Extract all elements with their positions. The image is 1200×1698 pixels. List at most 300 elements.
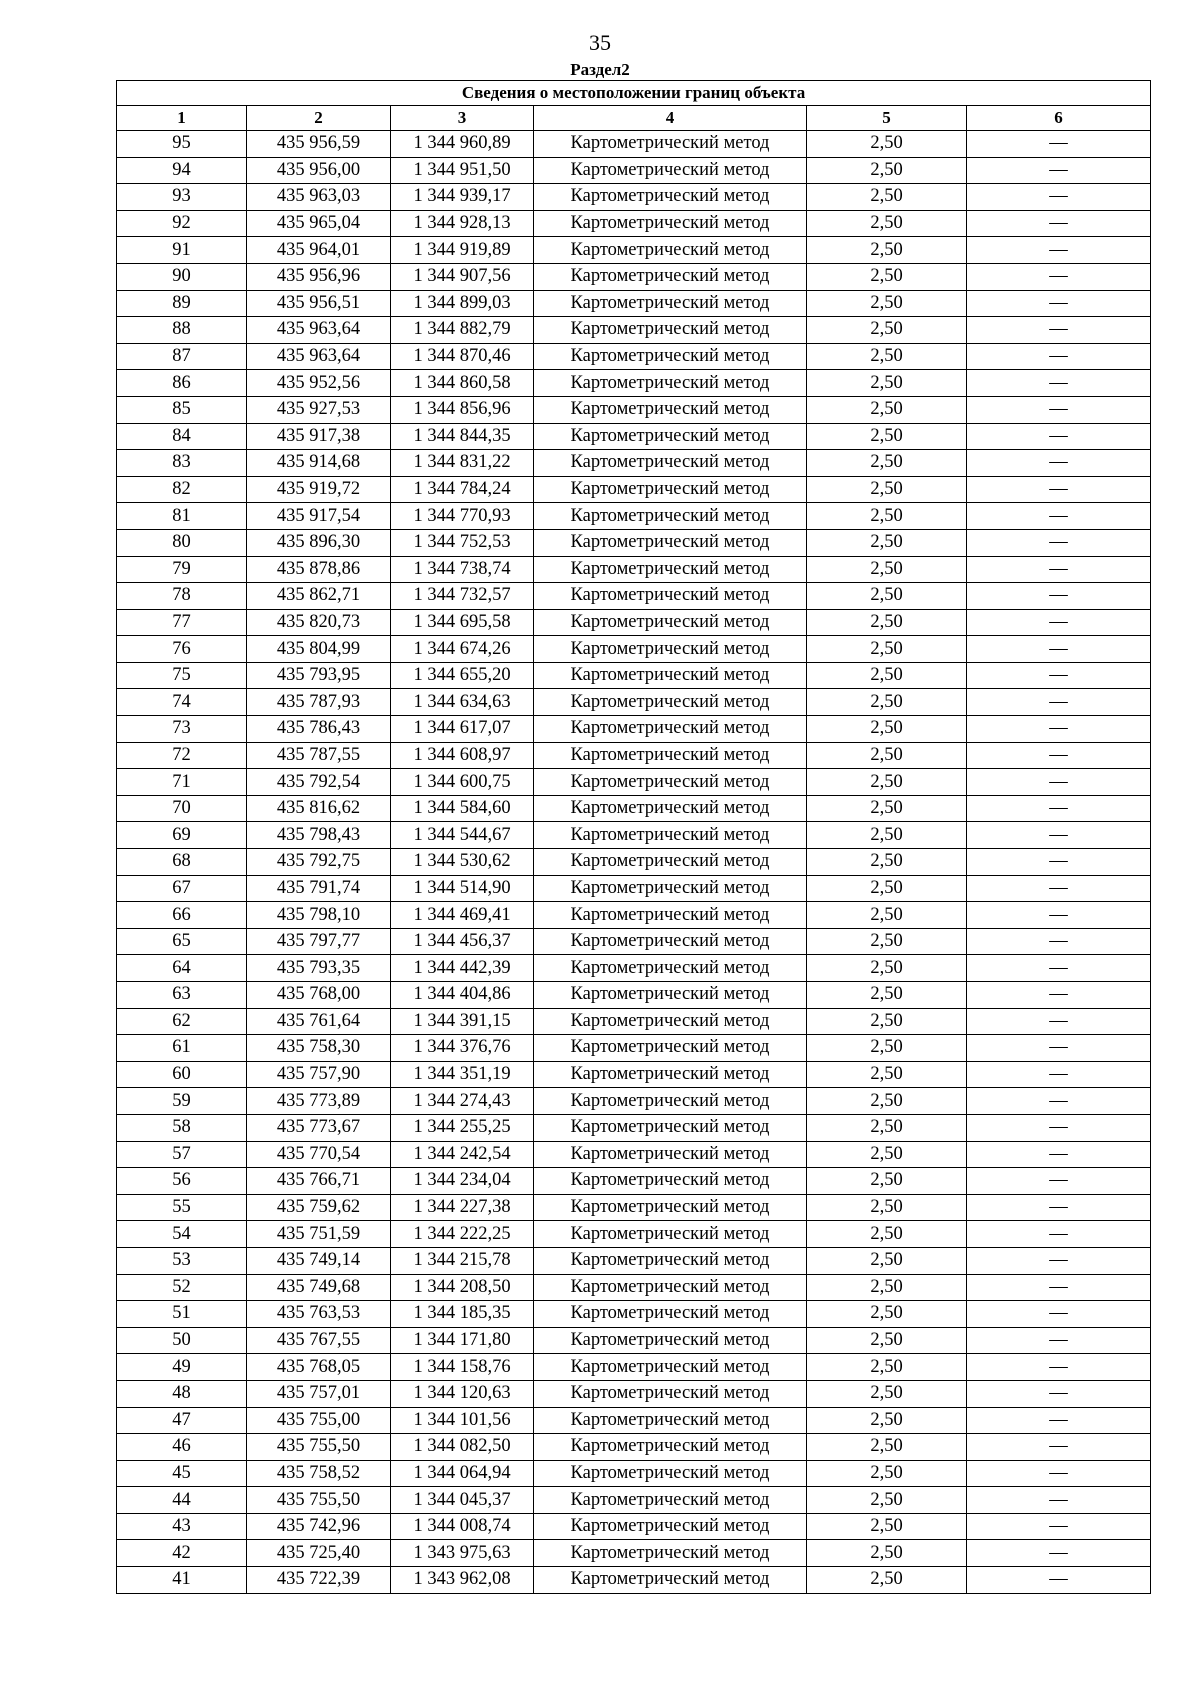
method-cell: Картометрический метод <box>534 1114 807 1141</box>
table-row <box>117 317 1151 344</box>
point-number-cell: 52 <box>117 1274 247 1301</box>
table-row <box>117 795 1151 822</box>
x-coordinate-cell: 435 751,59 <box>247 1221 391 1248</box>
y-coordinate-cell: 1 344 738,74 <box>391 556 534 583</box>
accuracy-cell: 2,50 <box>807 716 967 743</box>
method-cell: Картометрический метод <box>534 1540 807 1567</box>
description-cell: — <box>967 1035 1151 1062</box>
accuracy-cell: 2,50 <box>807 131 967 158</box>
point-number-cell: 83 <box>117 450 247 477</box>
method-cell: Картометрический метод <box>534 769 807 796</box>
point-number-cell: 73 <box>117 716 247 743</box>
table-row <box>117 583 1151 610</box>
description-cell: — <box>967 529 1151 556</box>
method-cell: Картометрический метод <box>534 689 807 716</box>
y-coordinate-cell: 1 344 856,96 <box>391 396 534 423</box>
description-cell: — <box>967 1194 1151 1221</box>
table-row <box>117 556 1151 583</box>
accuracy-cell: 2,50 <box>807 1061 967 1088</box>
accuracy-cell: 2,50 <box>807 423 967 450</box>
accuracy-cell: 2,50 <box>807 210 967 237</box>
description-cell: — <box>967 849 1151 876</box>
accuracy-cell: 2,50 <box>807 1460 967 1487</box>
accuracy-cell: 2,50 <box>807 370 967 397</box>
method-cell: Картометрический метод <box>534 1141 807 1168</box>
point-number-cell: 80 <box>117 529 247 556</box>
x-coordinate-cell: 435 742,96 <box>247 1513 391 1540</box>
method-cell: Картометрический метод <box>534 1061 807 1088</box>
x-coordinate-cell: 435 964,01 <box>247 237 391 264</box>
accuracy-cell: 2,50 <box>807 317 967 344</box>
description-cell: — <box>967 583 1151 610</box>
column-header-1: 1 <box>117 106 247 131</box>
x-coordinate-cell: 435 786,43 <box>247 716 391 743</box>
point-number-cell: 44 <box>117 1487 247 1514</box>
y-coordinate-cell: 1 344 456,37 <box>391 928 534 955</box>
description-cell: — <box>967 1567 1151 1594</box>
accuracy-cell: 2,50 <box>807 1168 967 1195</box>
y-coordinate-cell: 1 344 584,60 <box>391 795 534 822</box>
description-cell: — <box>967 1513 1151 1540</box>
table-row <box>117 1354 1151 1381</box>
description-cell: — <box>967 210 1151 237</box>
y-coordinate-cell: 1 344 600,75 <box>391 769 534 796</box>
description-cell: — <box>967 982 1151 1009</box>
method-cell: Картометрический метод <box>534 928 807 955</box>
point-number-cell: 63 <box>117 982 247 1009</box>
point-number-cell: 48 <box>117 1380 247 1407</box>
accuracy-cell: 2,50 <box>807 689 967 716</box>
method-cell: Картометрический метод <box>534 1434 807 1461</box>
x-coordinate-cell: 435 798,43 <box>247 822 391 849</box>
x-coordinate-cell: 435 919,72 <box>247 476 391 503</box>
y-coordinate-cell: 1 344 222,25 <box>391 1221 534 1248</box>
x-coordinate-cell: 435 952,56 <box>247 370 391 397</box>
table-row <box>117 769 1151 796</box>
y-coordinate-cell: 1 344 101,56 <box>391 1407 534 1434</box>
point-number-cell: 87 <box>117 343 247 370</box>
x-coordinate-cell: 435 862,71 <box>247 583 391 610</box>
page-number: 35 <box>589 30 611 55</box>
x-coordinate-cell: 435 770,54 <box>247 1141 391 1168</box>
y-coordinate-cell: 1 344 907,56 <box>391 263 534 290</box>
point-number-cell: 70 <box>117 795 247 822</box>
table-row <box>117 1008 1151 1035</box>
y-coordinate-cell: 1 344 008,74 <box>391 1513 534 1540</box>
method-cell: Картометрический метод <box>534 822 807 849</box>
x-coordinate-cell: 435 759,62 <box>247 1194 391 1221</box>
y-coordinate-cell: 1 344 831,22 <box>391 450 534 477</box>
table-row <box>117 982 1151 1009</box>
method-cell: Картометрический метод <box>534 849 807 876</box>
point-number-cell: 55 <box>117 1194 247 1221</box>
description-cell: — <box>967 370 1151 397</box>
x-coordinate-cell: 435 725,40 <box>247 1540 391 1567</box>
x-coordinate-cell: 435 956,96 <box>247 263 391 290</box>
accuracy-cell: 2,50 <box>807 503 967 530</box>
x-coordinate-cell: 435 798,10 <box>247 902 391 929</box>
accuracy-cell: 2,50 <box>807 290 967 317</box>
point-number-cell: 77 <box>117 609 247 636</box>
table-row <box>117 131 1151 158</box>
x-coordinate-cell: 435 965,04 <box>247 210 391 237</box>
accuracy-cell: 2,50 <box>807 1301 967 1328</box>
method-cell: Картометрический метод <box>534 1301 807 1328</box>
point-number-cell: 58 <box>117 1114 247 1141</box>
x-coordinate-cell: 435 767,55 <box>247 1327 391 1354</box>
table-row <box>117 662 1151 689</box>
point-number-cell: 45 <box>117 1460 247 1487</box>
accuracy-cell: 2,50 <box>807 928 967 955</box>
table-row <box>117 237 1151 264</box>
y-coordinate-cell: 1 344 784,24 <box>391 476 534 503</box>
accuracy-cell: 2,50 <box>807 609 967 636</box>
accuracy-cell: 2,50 <box>807 1513 967 1540</box>
x-coordinate-cell: 435 766,71 <box>247 1168 391 1195</box>
table-row <box>117 1035 1151 1062</box>
method-cell: Картометрический метод <box>534 1327 807 1354</box>
point-number-cell: 65 <box>117 928 247 955</box>
table-row <box>117 503 1151 530</box>
point-number-cell: 57 <box>117 1141 247 1168</box>
x-coordinate-cell: 435 787,55 <box>247 742 391 769</box>
y-coordinate-cell: 1 344 391,15 <box>391 1008 534 1035</box>
method-cell: Картометрический метод <box>534 423 807 450</box>
method-cell: Картометрический метод <box>534 396 807 423</box>
x-coordinate-cell: 435 763,53 <box>247 1301 391 1328</box>
description-cell: — <box>967 396 1151 423</box>
table-caption: Сведения о местоположении границ объекта <box>117 81 1151 106</box>
x-coordinate-cell: 435 757,90 <box>247 1061 391 1088</box>
method-cell: Картометрический метод <box>534 1194 807 1221</box>
x-coordinate-cell: 435 791,74 <box>247 875 391 902</box>
y-coordinate-cell: 1 344 514,90 <box>391 875 534 902</box>
description-cell: — <box>967 822 1151 849</box>
accuracy-cell: 2,50 <box>807 982 967 1009</box>
table-row <box>117 1327 1151 1354</box>
caption-row <box>117 81 1151 106</box>
method-cell: Картометрический метод <box>534 1380 807 1407</box>
accuracy-cell: 2,50 <box>807 476 967 503</box>
description-cell: — <box>967 795 1151 822</box>
method-cell: Картометрический метод <box>534 1008 807 1035</box>
table-row <box>117 529 1151 556</box>
accuracy-cell: 2,50 <box>807 875 967 902</box>
description-cell: — <box>967 902 1151 929</box>
x-coordinate-cell: 435 963,64 <box>247 343 391 370</box>
table-row <box>117 1380 1151 1407</box>
accuracy-cell: 2,50 <box>807 955 967 982</box>
method-cell: Картометрический метод <box>534 263 807 290</box>
column-header-5: 5 <box>807 106 967 131</box>
description-cell: — <box>967 716 1151 743</box>
table-row <box>117 1247 1151 1274</box>
description-cell: — <box>967 955 1151 982</box>
y-coordinate-cell: 1 344 158,76 <box>391 1354 534 1381</box>
accuracy-cell: 2,50 <box>807 1088 967 1115</box>
method-cell: Картометрический метод <box>534 636 807 663</box>
y-coordinate-cell: 1 344 695,58 <box>391 609 534 636</box>
method-cell: Картометрический метод <box>534 955 807 982</box>
method-cell: Картометрический метод <box>534 1168 807 1195</box>
point-number-cell: 85 <box>117 396 247 423</box>
method-cell: Картометрический метод <box>534 317 807 344</box>
table-row <box>117 396 1151 423</box>
description-cell: — <box>967 928 1151 955</box>
y-coordinate-cell: 1 344 544,67 <box>391 822 534 849</box>
method-cell: Картометрический метод <box>534 583 807 610</box>
y-coordinate-cell: 1 344 404,86 <box>391 982 534 1009</box>
table-row <box>117 1061 1151 1088</box>
point-number-cell: 88 <box>117 317 247 344</box>
accuracy-cell: 2,50 <box>807 636 967 663</box>
description-cell: — <box>967 609 1151 636</box>
description-cell: — <box>967 1487 1151 1514</box>
accuracy-cell: 2,50 <box>807 1247 967 1274</box>
table-row <box>117 343 1151 370</box>
table-row <box>117 263 1151 290</box>
method-cell: Картометрический метод <box>534 1354 807 1381</box>
table-row <box>117 1301 1151 1328</box>
point-number-cell: 54 <box>117 1221 247 1248</box>
description-cell: — <box>967 1114 1151 1141</box>
y-coordinate-cell: 1 344 242,54 <box>391 1141 534 1168</box>
point-number-cell: 82 <box>117 476 247 503</box>
x-coordinate-cell: 435 787,93 <box>247 689 391 716</box>
table-row <box>117 210 1151 237</box>
table-row <box>117 1088 1151 1115</box>
method-cell: Картометрический метод <box>534 157 807 184</box>
accuracy-cell: 2,50 <box>807 1354 967 1381</box>
description-cell: — <box>967 636 1151 663</box>
table-row <box>117 875 1151 902</box>
x-coordinate-cell: 435 956,51 <box>247 290 391 317</box>
description-cell: — <box>967 769 1151 796</box>
point-number-cell: 89 <box>117 290 247 317</box>
x-coordinate-cell: 435 749,14 <box>247 1247 391 1274</box>
table-row <box>117 1434 1151 1461</box>
accuracy-cell: 2,50 <box>807 1274 967 1301</box>
accuracy-cell: 2,50 <box>807 1327 967 1354</box>
point-number-cell: 41 <box>117 1567 247 1594</box>
description-cell: — <box>967 184 1151 211</box>
method-cell: Картометрический метод <box>534 609 807 636</box>
x-coordinate-cell: 435 956,00 <box>247 157 391 184</box>
point-number-cell: 47 <box>117 1407 247 1434</box>
description-cell: — <box>967 875 1151 902</box>
method-cell: Картометрический метод <box>534 1247 807 1274</box>
y-coordinate-cell: 1 344 928,13 <box>391 210 534 237</box>
method-cell: Картометрический метод <box>534 370 807 397</box>
accuracy-cell: 2,50 <box>807 1567 967 1594</box>
table-row <box>117 290 1151 317</box>
description-cell: — <box>967 1221 1151 1248</box>
table-row <box>117 1114 1151 1141</box>
x-coordinate-cell: 435 917,38 <box>247 423 391 450</box>
description-cell: — <box>967 1088 1151 1115</box>
point-number-cell: 62 <box>117 1008 247 1035</box>
point-number-cell: 68 <box>117 849 247 876</box>
x-coordinate-cell: 435 768,05 <box>247 1354 391 1381</box>
y-coordinate-cell: 1 344 634,63 <box>391 689 534 716</box>
point-number-cell: 93 <box>117 184 247 211</box>
table-row <box>117 1221 1151 1248</box>
x-coordinate-cell: 435 793,35 <box>247 955 391 982</box>
accuracy-cell: 2,50 <box>807 849 967 876</box>
table-row <box>117 742 1151 769</box>
y-coordinate-cell: 1 344 215,78 <box>391 1247 534 1274</box>
accuracy-cell: 2,50 <box>807 1434 967 1461</box>
x-coordinate-cell: 435 792,75 <box>247 849 391 876</box>
description-cell: — <box>967 317 1151 344</box>
table-row <box>117 1274 1151 1301</box>
table-row <box>117 1460 1151 1487</box>
point-number-cell: 50 <box>117 1327 247 1354</box>
method-cell: Картометрический метод <box>534 529 807 556</box>
y-coordinate-cell: 1 344 351,19 <box>391 1061 534 1088</box>
y-coordinate-cell: 1 344 208,50 <box>391 1274 534 1301</box>
table-row <box>117 1407 1151 1434</box>
y-coordinate-cell: 1 344 882,79 <box>391 317 534 344</box>
table-row <box>117 1540 1151 1567</box>
y-coordinate-cell: 1 344 185,35 <box>391 1301 534 1328</box>
method-cell: Картометрический метод <box>534 1487 807 1514</box>
table-row <box>117 955 1151 982</box>
method-cell: Картометрический метод <box>534 1407 807 1434</box>
point-number-cell: 53 <box>117 1247 247 1274</box>
point-number-cell: 49 <box>117 1354 247 1381</box>
table-row <box>117 184 1151 211</box>
point-number-cell: 91 <box>117 237 247 264</box>
y-coordinate-cell: 1 344 960,89 <box>391 131 534 158</box>
x-coordinate-cell: 435 792,54 <box>247 769 391 796</box>
y-coordinate-cell: 1 344 171,80 <box>391 1327 534 1354</box>
point-number-cell: 46 <box>117 1434 247 1461</box>
method-cell: Картометрический метод <box>534 742 807 769</box>
accuracy-cell: 2,50 <box>807 343 967 370</box>
y-coordinate-cell: 1 344 732,57 <box>391 583 534 610</box>
y-coordinate-cell: 1 344 860,58 <box>391 370 534 397</box>
x-coordinate-cell: 435 927,53 <box>247 396 391 423</box>
method-cell: Картометрический метод <box>534 1274 807 1301</box>
x-coordinate-cell: 435 797,77 <box>247 928 391 955</box>
method-cell: Картометрический метод <box>534 662 807 689</box>
accuracy-cell: 2,50 <box>807 742 967 769</box>
y-coordinate-cell: 1 344 120,63 <box>391 1380 534 1407</box>
x-coordinate-cell: 435 804,99 <box>247 636 391 663</box>
description-cell: — <box>967 1008 1151 1035</box>
accuracy-cell: 2,50 <box>807 583 967 610</box>
x-coordinate-cell: 435 758,52 <box>247 1460 391 1487</box>
accuracy-cell: 2,50 <box>807 1487 967 1514</box>
table-row <box>117 423 1151 450</box>
x-coordinate-cell: 435 768,00 <box>247 982 391 1009</box>
y-coordinate-cell: 1 344 617,07 <box>391 716 534 743</box>
y-coordinate-cell: 1 344 752,53 <box>391 529 534 556</box>
method-cell: Картометрический метод <box>534 1221 807 1248</box>
accuracy-cell: 2,50 <box>807 1035 967 1062</box>
method-cell: Картометрический метод <box>534 184 807 211</box>
x-coordinate-cell: 435 755,50 <box>247 1487 391 1514</box>
x-coordinate-cell: 435 757,01 <box>247 1380 391 1407</box>
table-row <box>117 1567 1151 1594</box>
description-cell: — <box>967 662 1151 689</box>
point-number-cell: 69 <box>117 822 247 849</box>
method-cell: Картометрический метод <box>534 556 807 583</box>
x-coordinate-cell: 435 761,64 <box>247 1008 391 1035</box>
accuracy-cell: 2,50 <box>807 795 967 822</box>
description-cell: — <box>967 1327 1151 1354</box>
accuracy-cell: 2,50 <box>807 1114 967 1141</box>
table-row <box>117 1141 1151 1168</box>
description-cell: — <box>967 131 1151 158</box>
point-number-cell: 74 <box>117 689 247 716</box>
accuracy-cell: 2,50 <box>807 902 967 929</box>
column-header-3: 3 <box>391 106 534 131</box>
y-coordinate-cell: 1 344 255,25 <box>391 1114 534 1141</box>
point-number-cell: 51 <box>117 1301 247 1328</box>
accuracy-cell: 2,50 <box>807 556 967 583</box>
y-coordinate-cell: 1 344 442,39 <box>391 955 534 982</box>
x-coordinate-cell: 435 963,03 <box>247 184 391 211</box>
x-coordinate-cell: 435 755,00 <box>247 1407 391 1434</box>
x-coordinate-cell: 435 917,54 <box>247 503 391 530</box>
y-coordinate-cell: 1 344 919,89 <box>391 237 534 264</box>
description-cell: — <box>967 1061 1151 1088</box>
method-cell: Картометрический метод <box>534 875 807 902</box>
method-cell: Картометрический метод <box>534 476 807 503</box>
y-coordinate-cell: 1 344 770,93 <box>391 503 534 530</box>
column-header-row <box>117 106 1151 131</box>
y-coordinate-cell: 1 344 045,37 <box>391 1487 534 1514</box>
method-cell: Картометрический метод <box>534 1088 807 1115</box>
accuracy-cell: 2,50 <box>807 529 967 556</box>
y-coordinate-cell: 1 343 975,63 <box>391 1540 534 1567</box>
table-body <box>117 131 1151 1594</box>
accuracy-cell: 2,50 <box>807 396 967 423</box>
description-cell: — <box>967 423 1151 450</box>
method-cell: Картометрический метод <box>534 902 807 929</box>
table-head <box>117 81 1151 131</box>
table-row <box>117 609 1151 636</box>
x-coordinate-cell: 435 793,95 <box>247 662 391 689</box>
accuracy-cell: 2,50 <box>807 450 967 477</box>
point-number-cell: 67 <box>117 875 247 902</box>
table-row <box>117 689 1151 716</box>
x-coordinate-cell: 435 722,39 <box>247 1567 391 1594</box>
method-cell: Картометрический метод <box>534 982 807 1009</box>
method-cell: Картометрический метод <box>534 450 807 477</box>
description-cell: — <box>967 157 1151 184</box>
table-row <box>117 476 1151 503</box>
description-cell: — <box>967 1141 1151 1168</box>
point-number-cell: 43 <box>117 1513 247 1540</box>
description-cell: — <box>967 1247 1151 1274</box>
method-cell: Картометрический метод <box>534 343 807 370</box>
description-cell: — <box>967 503 1151 530</box>
table-row <box>117 716 1151 743</box>
y-coordinate-cell: 1 344 082,50 <box>391 1434 534 1461</box>
accuracy-cell: 2,50 <box>807 263 967 290</box>
x-coordinate-cell: 435 749,68 <box>247 1274 391 1301</box>
description-cell: — <box>967 689 1151 716</box>
method-cell: Картометрический метод <box>534 1460 807 1487</box>
x-coordinate-cell: 435 963,64 <box>247 317 391 344</box>
point-number-cell: 92 <box>117 210 247 237</box>
description-cell: — <box>967 1301 1151 1328</box>
x-coordinate-cell: 435 773,89 <box>247 1088 391 1115</box>
x-coordinate-cell: 435 773,67 <box>247 1114 391 1141</box>
